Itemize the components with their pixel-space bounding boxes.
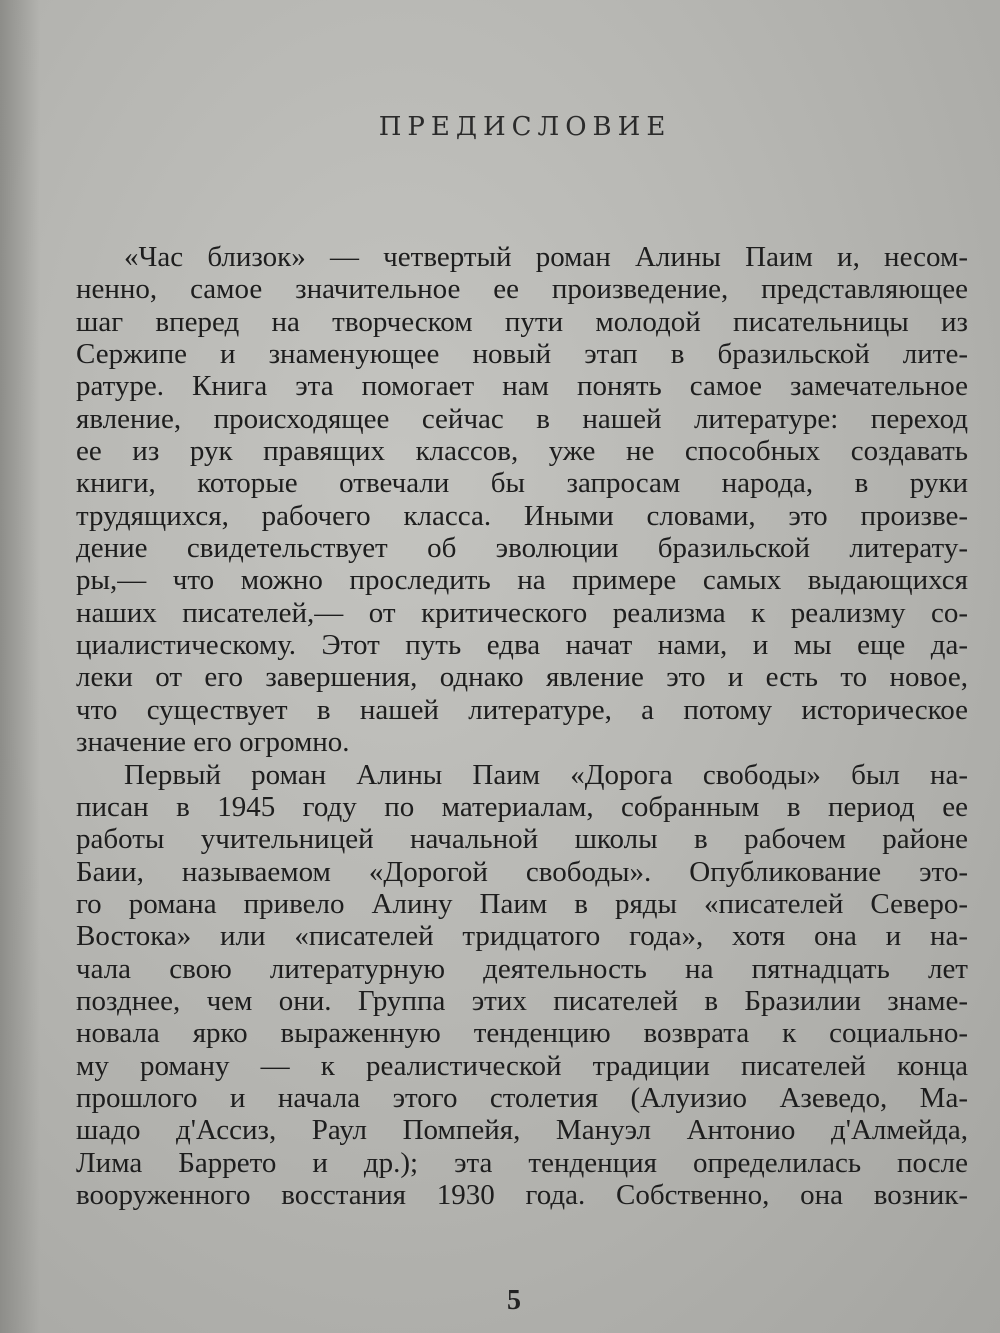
text-line: наших писателей,— от критического реализма к реализму со- xyxy=(76,596,968,629)
page-gutter-shadow xyxy=(0,0,40,1333)
text-line: чала свою литературную деятельность на пятнадцать лет xyxy=(76,952,968,985)
text-line: шаг вперед на творческом пути молодой писательницы из xyxy=(76,305,968,338)
text-line: работы учительницей начальной школы в рабочем районе xyxy=(76,823,968,856)
text-line: го романа привело Алину Паим в ряды «писателей Северо- xyxy=(76,887,968,920)
text-line: явление, происходящее сейчас в нашей литературе: переход xyxy=(76,402,968,435)
text-line: писан в 1945 году по материалам, собранным в период ее xyxy=(76,790,968,823)
text-line: трудящихся, рабочего класса. Иными словами, это произве- xyxy=(76,499,968,532)
text-line: Первый роман Алины Паим «Дорога свободы» был на- xyxy=(124,758,968,791)
text-line: прошлого и начала этого столетия (Алуизио Азеведо, Ма- xyxy=(76,1081,968,1114)
text-line: ратуре. Книга эта помогает нам понять самое замечательное xyxy=(76,370,968,403)
text-line: новала ярко выраженную тенденцию возврата к социально- xyxy=(76,1017,968,1050)
page-heading: ПРЕДИСЛОВИЕ xyxy=(378,112,672,142)
text-line: значение его огромно. xyxy=(76,726,350,759)
text-line: Востока» или «писателей тридцатого года», хотя она и на- xyxy=(76,920,968,953)
text-line: ее из рук правящих классов, уже не способных создавать xyxy=(76,435,968,468)
text-line: леки от его завершения, однако явление это и есть то новое, xyxy=(76,661,968,694)
text-line: что существует в нашей литературе, а потому историческое xyxy=(76,693,968,726)
text-line: шадо д'Ассиз, Раул Помпейя, Мануэл Антонио д'Алмейда, xyxy=(76,1114,968,1147)
text-line: му роману — к реалистической традиции писателей конца xyxy=(76,1049,968,1082)
text-line: Лима Баррето и др.); эта тенденция определилась после xyxy=(76,1146,968,1179)
body-text xyxy=(76,241,968,1211)
text-line: вооруженного восстания 1930 года. Собственно, она возник- xyxy=(76,1178,968,1211)
text-line: циалистическому. Этот путь едва начат нами, и мы еще да- xyxy=(76,629,968,662)
text-line: «Час близок» — четвертый роман Алины Паим и, несом- xyxy=(124,241,968,273)
text-line: дение свидетельствует об эволюции бразильской литерату- xyxy=(76,532,968,565)
text-line: ры,— что можно проследить на примере самых выдающихся xyxy=(76,564,968,597)
page-number: 5 xyxy=(507,1285,521,1316)
text-line: Баии, называемом «Дорогой свободы». Опубликование это- xyxy=(76,855,968,888)
text-line: книги, которые отвечали бы запросам народа, в руки xyxy=(76,467,968,500)
text-line: ненно, самое значительное ее произведение, представляющее xyxy=(76,273,968,306)
text-line: Сержипе и знаменующее новый этап в бразильской лите- xyxy=(76,338,968,371)
text-line: позднее, чем они. Группа этих писателей в Бразилии знаме- xyxy=(76,984,968,1017)
